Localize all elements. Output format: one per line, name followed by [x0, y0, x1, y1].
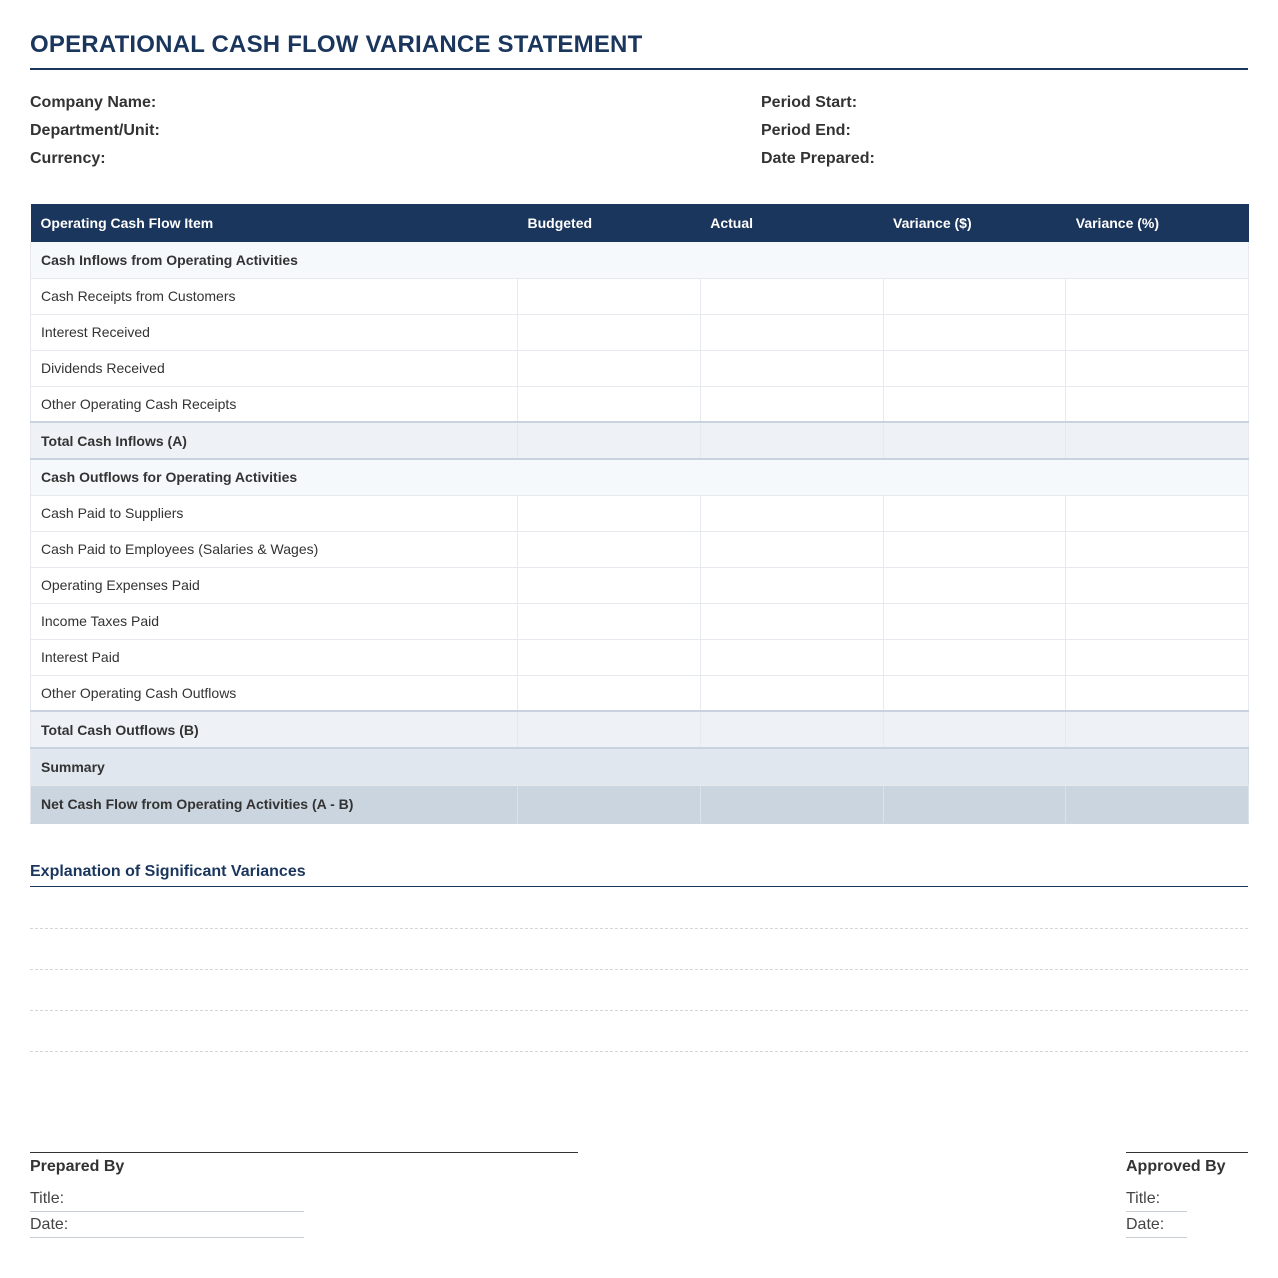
department-unit-label: Department/Unit:	[30, 122, 160, 139]
actual-cell[interactable]	[700, 675, 883, 711]
company-name-label: Company Name:	[30, 94, 157, 111]
actual-cell[interactable]	[700, 314, 883, 350]
total-row-inflows	[31, 422, 1249, 459]
actual-cell[interactable]	[700, 785, 883, 823]
explanation-line[interactable]	[30, 969, 1248, 970]
explanation-divider	[30, 886, 1248, 887]
variance-percent-cell[interactable]	[1066, 314, 1249, 350]
row-label: Other Operating Cash Receipts	[31, 386, 518, 422]
row-label: Cash Paid to Employees (Salaries & Wages)	[31, 531, 518, 567]
row-label: Dividends Received	[31, 350, 518, 386]
cash-flow-table	[30, 204, 1249, 824]
budgeted-cell[interactable]	[518, 422, 701, 459]
period-end-label: Period End:	[761, 122, 851, 139]
table-row	[31, 314, 1249, 350]
variance-percent-cell[interactable]	[1066, 639, 1249, 675]
variance-amount-cell[interactable]	[883, 711, 1066, 748]
table-row	[31, 495, 1249, 531]
variance-percent-cell[interactable]	[1066, 785, 1249, 823]
table-row	[31, 603, 1249, 639]
variance-amount-cell[interactable]	[883, 350, 1066, 386]
budgeted-cell[interactable]	[518, 675, 701, 711]
net-cash-flow-row	[31, 785, 1249, 823]
prepared-by-label: Prepared By	[30, 1158, 125, 1175]
variance-amount-cell[interactable]	[883, 603, 1066, 639]
header-item: Operating Cash Flow Item	[31, 204, 518, 242]
table-row	[31, 531, 1249, 567]
variance-percent-cell[interactable]	[1066, 675, 1249, 711]
budgeted-cell[interactable]	[518, 639, 701, 675]
variance-percent-cell[interactable]	[1066, 386, 1249, 422]
actual-cell[interactable]	[700, 278, 883, 314]
explanation-title: Explanation of Significant Variances	[30, 863, 306, 880]
prepared-signature-line[interactable]	[30, 1152, 578, 1153]
budgeted-cell[interactable]	[518, 314, 701, 350]
row-label: Other Operating Cash Outflows	[31, 675, 518, 711]
table-row	[31, 639, 1249, 675]
variance-percent-cell[interactable]	[1066, 278, 1249, 314]
approved-by-label: Approved By	[1126, 1158, 1226, 1175]
actual-cell[interactable]	[700, 495, 883, 531]
table-header-row	[31, 204, 1249, 242]
budgeted-cell[interactable]	[518, 386, 701, 422]
header-variance-amount: Variance ($)	[883, 204, 1066, 242]
prepared-title-field[interactable]: Title:	[30, 1186, 304, 1212]
actual-cell[interactable]	[700, 531, 883, 567]
actual-cell[interactable]	[700, 422, 883, 459]
section-row-outflows	[31, 459, 1249, 495]
budgeted-cell[interactable]	[518, 278, 701, 314]
table-row	[31, 675, 1249, 711]
row-label: Cash Receipts from Customers	[31, 278, 518, 314]
document-title: OPERATIONAL CASH FLOW VARIANCE STATEMENT	[30, 31, 643, 58]
row-label: Interest Paid	[31, 639, 518, 675]
meta-right-block	[761, 94, 875, 178]
variance-amount-cell[interactable]	[883, 785, 1066, 823]
actual-cell[interactable]	[700, 639, 883, 675]
variance-amount-cell[interactable]	[883, 639, 1066, 675]
row-label: Interest Received	[31, 314, 518, 350]
approved-signature-line[interactable]	[1126, 1152, 1248, 1153]
explanation-line[interactable]	[30, 1010, 1248, 1011]
variance-percent-cell[interactable]	[1066, 531, 1249, 567]
budgeted-cell[interactable]	[518, 785, 701, 823]
variance-amount-cell[interactable]	[883, 567, 1066, 603]
row-label: Cash Paid to Suppliers	[31, 495, 518, 531]
budgeted-cell[interactable]	[518, 711, 701, 748]
budgeted-cell[interactable]	[518, 531, 701, 567]
variance-amount-cell[interactable]	[883, 495, 1066, 531]
header-variance-percent: Variance (%)	[1066, 204, 1249, 242]
actual-cell[interactable]	[700, 603, 883, 639]
variance-amount-cell[interactable]	[883, 314, 1066, 350]
meta-left-block	[30, 94, 160, 178]
budgeted-cell[interactable]	[518, 567, 701, 603]
row-label: Operating Expenses Paid	[31, 567, 518, 603]
variance-amount-cell[interactable]	[883, 531, 1066, 567]
approved-title-field[interactable]: Title:	[1126, 1186, 1187, 1212]
title-divider	[30, 68, 1248, 70]
header-actual: Actual	[700, 204, 883, 242]
explanation-line[interactable]	[30, 1051, 1248, 1052]
row-label: Income Taxes Paid	[31, 603, 518, 639]
table-row	[31, 278, 1249, 314]
variance-amount-cell[interactable]	[883, 278, 1066, 314]
variance-percent-cell[interactable]	[1066, 350, 1249, 386]
explanation-line[interactable]	[30, 928, 1248, 929]
variance-percent-cell[interactable]	[1066, 603, 1249, 639]
variance-amount-cell[interactable]	[883, 675, 1066, 711]
actual-cell[interactable]	[700, 567, 883, 603]
header-budgeted: Budgeted	[518, 204, 701, 242]
date-prepared-label: Date Prepared:	[761, 150, 875, 167]
variance-percent-cell[interactable]	[1066, 711, 1249, 748]
variance-amount-cell[interactable]	[883, 422, 1066, 459]
prepared-date-field[interactable]: Date:	[30, 1212, 304, 1238]
section-label: Cash Inflows from Operating Activities	[31, 242, 1249, 278]
net-label: Net Cash Flow from Operating Activities (A - B)	[31, 785, 518, 823]
total-label: Total Cash Inflows (A)	[31, 422, 518, 459]
budgeted-cell[interactable]	[518, 603, 701, 639]
total-row-outflows	[31, 711, 1249, 748]
table-row	[31, 386, 1249, 422]
budgeted-cell[interactable]	[518, 495, 701, 531]
total-label: Total Cash Outflows (B)	[31, 711, 518, 748]
section-row-inflows	[31, 242, 1249, 278]
budgeted-cell[interactable]	[518, 350, 701, 386]
variance-percent-cell[interactable]	[1066, 567, 1249, 603]
table-row	[31, 567, 1249, 603]
table-row	[31, 350, 1249, 386]
variance-percent-cell[interactable]	[1066, 422, 1249, 459]
period-start-label: Period Start:	[761, 94, 858, 111]
currency-label: Currency:	[30, 150, 106, 167]
section-label: Summary	[31, 748, 1249, 785]
actual-cell[interactable]	[700, 350, 883, 386]
variance-percent-cell[interactable]	[1066, 495, 1249, 531]
actual-cell[interactable]	[700, 386, 883, 422]
actual-cell[interactable]	[700, 711, 883, 748]
approved-date-field[interactable]: Date:	[1126, 1212, 1187, 1238]
section-label: Cash Outflows for Operating Activities	[31, 459, 1249, 495]
variance-amount-cell[interactable]	[883, 386, 1066, 422]
section-row-summary	[31, 748, 1249, 785]
